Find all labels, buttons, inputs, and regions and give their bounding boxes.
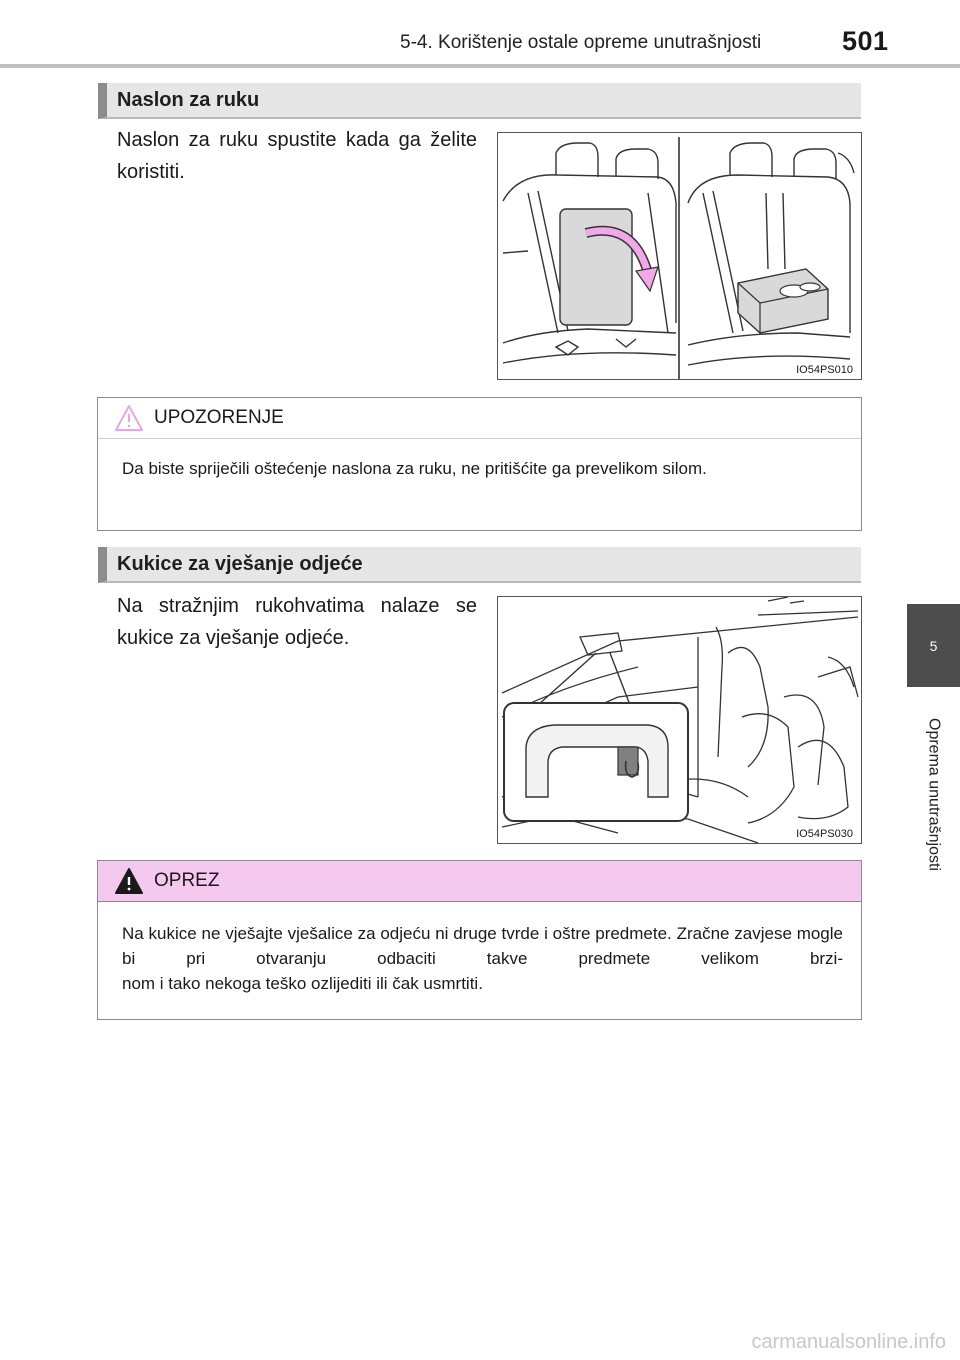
caution-label: OPREZ <box>154 870 220 891</box>
hooks-figure-code: IO54PS030 <box>796 828 853 840</box>
watermark: carmanualsonline.info <box>751 1331 946 1353</box>
armrest-figure <box>497 132 862 380</box>
warning-label: UPOZORENJE <box>154 407 284 428</box>
warning-box-header <box>98 398 861 439</box>
section-heading-hooks <box>98 547 861 583</box>
warning-text: Da biste spriječili oštećenje naslona za ruku, ne pritišćite ga prevelikom silom. <box>122 459 707 478</box>
chapter-number: 5 <box>929 637 938 654</box>
section-heading-armrest <box>98 83 861 119</box>
hooks-figure <box>497 596 862 844</box>
hooks-body-text: Na stražnjim rukohvatima nalaze se kukice za vješanje odjeće. <box>117 595 477 649</box>
caution-text-line1: Na kukice ne vješajte vješalice za odjeću ni druge tvrde i oštre predmete. Zračne zavjese mogle bi pri otvaranju odbaciti takve predmete velikom brzi- <box>122 924 843 968</box>
warning-box <box>97 397 862 531</box>
caution-text <box>122 921 843 996</box>
caution-text-line2: nom i tako nekoga teško ozlijediti ili čak usmrtiti. <box>122 974 483 993</box>
armrest-figure-code: IO54PS010 <box>796 364 853 376</box>
armrest-body-text: Naslon za ruku spustite kada ga želite koristiti. <box>117 129 477 183</box>
warning-triangle-filled-icon <box>114 867 144 895</box>
section-heading-label: Naslon za ruku <box>117 88 260 111</box>
chapter-title: Oprema unutrašnjosti <box>925 717 943 871</box>
caution-box-header <box>98 861 861 902</box>
caution-box <box>97 860 862 1020</box>
header-rule <box>0 64 960 68</box>
chapter-side-label <box>907 688 960 900</box>
page-number: 501 <box>842 26 889 56</box>
warning-triangle-outline-icon <box>114 404 144 432</box>
page-header-title: 5-4. Korištenje ostale opreme unutrašnjosti <box>400 32 762 53</box>
chapter-tab <box>907 604 960 687</box>
section-heading-label: Kukice za vješanje odjeće <box>117 552 363 575</box>
